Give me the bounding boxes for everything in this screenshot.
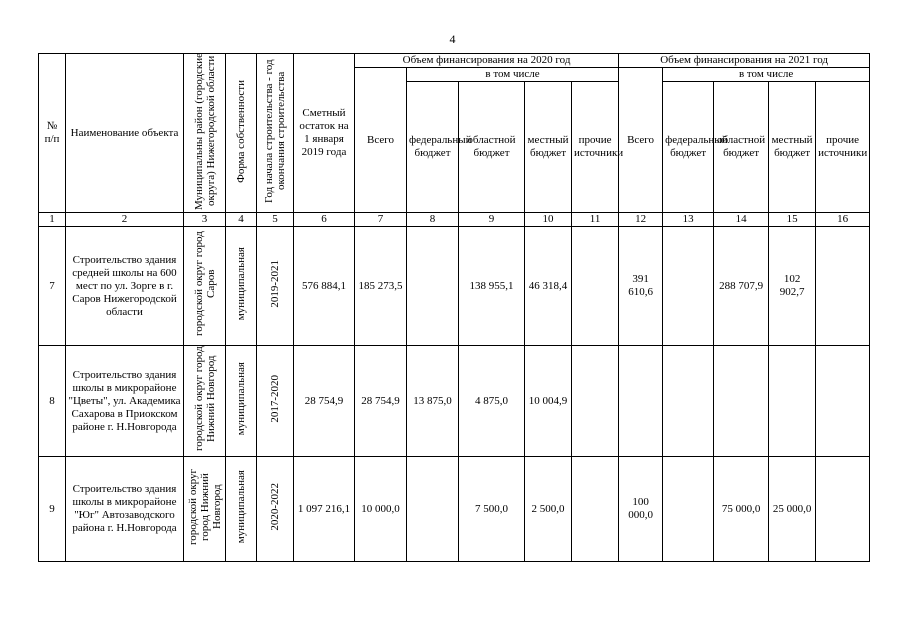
header-balance: Сметный остаток на 1 января 2019 года [294,54,355,213]
row-balance: 576 884,1 [294,227,355,346]
row-local-2020: 10 004,9 [525,346,572,457]
row-regional-2020: 138 955,1 [459,227,525,346]
row-name: Строительство здания средней школы на 600 мест по ул. Зорге в г. Саров Нижегородской области [66,227,184,346]
header-years: Год начала строительства - год окончания строительства [257,54,294,213]
row-federal-2021 [663,227,714,346]
col-number: 3 [184,213,226,227]
row-regional-2020: 4 875,0 [459,346,525,457]
col-number: 5 [257,213,294,227]
col-number: 8 [407,213,459,227]
row-district: городской округ город Нижний Новгород [184,346,226,457]
col-number: 10 [525,213,572,227]
row-local-2020: 2 500,0 [525,457,572,562]
row-total-2020: 10 000,0 [355,457,407,562]
header-including-2020: в том числе [407,68,619,82]
header-total-2021: Всего [619,68,663,213]
row-federal-2020 [407,457,459,562]
header-regional-2021: областной бюджет [714,82,769,213]
header-fin-2020: Объем финансирования на 2020 год [355,54,619,68]
row-federal-2021 [663,457,714,562]
row-federal-2020: 13 875,0 [407,346,459,457]
row-other-2021 [816,457,870,562]
row-balance: 28 754,9 [294,346,355,457]
col-number: 16 [816,213,870,227]
header-num: № п/п [39,54,66,213]
row-total-2021 [619,346,663,457]
column-numbers-row [39,213,870,227]
row-regional-2021: 75 000,0 [714,457,769,562]
row-regional-2021 [714,346,769,457]
col-number: 14 [714,213,769,227]
row-federal-2021 [663,346,714,457]
row-num: 7 [39,227,66,346]
row-num: 9 [39,457,66,562]
col-number: 15 [769,213,816,227]
row-other-2021 [816,346,870,457]
financing-table [38,53,870,562]
col-number: 1 [39,213,66,227]
header-local-2020: местный бюджет [525,82,572,213]
row-name: Строительство здания школы в микрорайоне "Цветы", ул. Академика Сахарова в Приокском районе г. Н.Новгорода [66,346,184,457]
row-ownership: муниципальная [226,227,257,346]
header-row-1 [39,54,870,68]
row-local-2021: 102 902,7 [769,227,816,346]
header-regional-2020: областной бюджет [459,82,525,213]
row-name: Строительство здания школы в микрорайоне "Юг" Автозаводского района г. Н.Новгорода [66,457,184,562]
row-total-2020: 185 273,5 [355,227,407,346]
row-local-2021 [769,346,816,457]
col-number: 7 [355,213,407,227]
header-name: Наименование объекта [66,54,184,213]
row-years: 2017-2020 [257,346,294,457]
col-number: 4 [226,213,257,227]
row-other-2020 [572,227,619,346]
row-total-2020: 28 754,9 [355,346,407,457]
row-years: 2020-2022 [257,457,294,562]
col-number: 9 [459,213,525,227]
col-number: 2 [66,213,184,227]
row-num: 8 [39,346,66,457]
row-other-2021 [816,227,870,346]
row-local-2020: 46 318,4 [525,227,572,346]
row-federal-2020 [407,227,459,346]
row-years: 2019-2021 [257,227,294,346]
header-ownership: Форма собственности [226,54,257,213]
header-local-2021: местный бюджет [769,82,816,213]
row-other-2020 [572,346,619,457]
header-total-2020: Всего [355,68,407,213]
table-row [39,457,870,562]
row-ownership: муниципальная [226,346,257,457]
row-ownership: муниципальная [226,457,257,562]
row-district: городской округ город Саров [184,227,226,346]
row-district: городской округ город Нижний Новгород [184,457,226,562]
header-including-2021: в том числе [663,68,870,82]
row-regional-2020: 7 500,0 [459,457,525,562]
header-other-2021: прочие источники [816,82,870,213]
col-number: 6 [294,213,355,227]
header-federal-2020: федеральный бюджет [407,82,459,213]
row-regional-2021: 288 707,9 [714,227,769,346]
table-row [39,346,870,457]
row-total-2021: 391 610,6 [619,227,663,346]
col-number: 12 [619,213,663,227]
header-other-2020: прочие источники [572,82,619,213]
header-federal-2021: федеральный бюджет [663,82,714,213]
row-total-2021: 100 000,0 [619,457,663,562]
row-balance: 1 097 216,1 [294,457,355,562]
header-district: Муниципальны район (городские округа) Нижегородской области [184,54,226,213]
col-number: 13 [663,213,714,227]
table-row [39,227,870,346]
col-number: 11 [572,213,619,227]
row-local-2021: 25 000,0 [769,457,816,562]
page-number: 4 [449,32,456,46]
row-other-2020 [572,457,619,562]
header-fin-2021: Объем финансирования на 2021 год [619,54,870,68]
